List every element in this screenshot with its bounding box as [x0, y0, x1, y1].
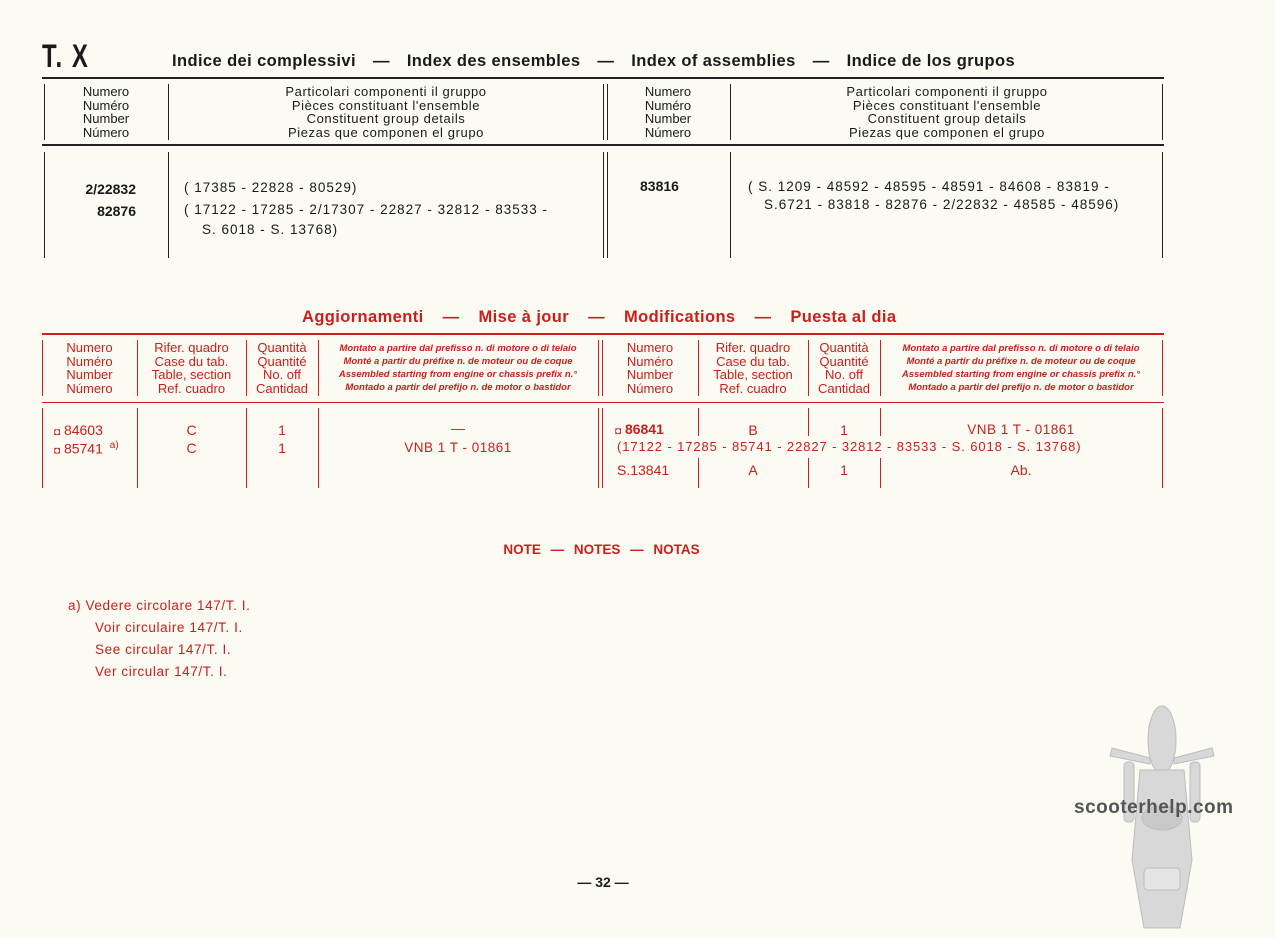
- watermark-text: scooterhelp.com: [1074, 797, 1234, 818]
- header-line: Pièces constituant l'ensemble: [291, 97, 481, 113]
- mod-divider: [602, 408, 603, 488]
- header-line: Montado a partir del prefijo n. de motor o bastidor: [345, 382, 571, 393]
- index-number: 82876: [97, 203, 136, 219]
- mod-row: [615, 421, 664, 437]
- header-line: Ref. cuadro: [719, 380, 787, 396]
- mod-ref: B: [748, 422, 758, 438]
- header-line: Rifer. quadro: [715, 340, 791, 355]
- index-title: [172, 52, 1015, 71]
- index-title-fr: Index des ensembles: [406, 52, 581, 70]
- mod-row: [54, 440, 119, 457]
- index-left-numbers: [46, 178, 136, 222]
- index-detail-line: ( S. 1209 - 48592 - 48595 - 48591 - 84608 - 83819 -: [748, 179, 1110, 194]
- header-line: Numéro: [626, 353, 674, 369]
- header-line: Numero: [66, 340, 113, 355]
- index-header-details-left: [170, 85, 602, 139]
- index-title-it: Indice dei complessivi: [172, 52, 356, 70]
- index-divider: [730, 152, 731, 258]
- mod-title-sep2: —: [588, 308, 605, 326]
- header-line: Particolari componenti il gruppo: [846, 84, 1048, 99]
- index-divider: [603, 84, 604, 140]
- mod-header-qty-right: [809, 341, 879, 395]
- index-top-rule: [42, 77, 1164, 79]
- header-line: Ref. cuadro: [157, 380, 226, 396]
- mod-header-number-right: [603, 341, 697, 395]
- mod-mounted: VNB 1 T - 01861: [967, 422, 1075, 437]
- header-line: Case du tab.: [154, 353, 229, 369]
- mod-header-number-left: [43, 341, 136, 395]
- header-line: Quantité: [819, 353, 869, 369]
- header-line: Piezas que componen el grupo: [287, 124, 485, 140]
- index-header-number-left: [46, 85, 166, 139]
- index-title-en: Index of assemblies: [631, 52, 796, 70]
- index-divider: [168, 152, 169, 258]
- index-divider: [603, 152, 604, 258]
- notes-list: [68, 595, 251, 683]
- header-line: Número: [644, 124, 692, 140]
- mod-header-qty-left: [247, 341, 317, 395]
- header-line: Assembled starting from engine or chassis prefix n.°: [901, 369, 1141, 380]
- mod-title-sep1: —: [442, 308, 460, 326]
- header-line: Assembled starting from engine or chassis prefix n.°: [338, 369, 578, 380]
- index-header-number-right: [608, 85, 728, 139]
- new-part-marker-icon: ◘: [54, 427, 61, 438]
- header-line: Montato a partire dal prefisso n. di motore o di telaio: [339, 343, 577, 354]
- mod-mounted: VNB 1 T - 01861: [404, 440, 512, 455]
- index-detail-line: ( 17122 - 17285 - 2/17307 - 22827 - 32812 - 83533 -: [184, 202, 548, 217]
- notes-title: NOTE — NOTES — NOTAS: [503, 542, 700, 557]
- index-detail-line: ( 17385 - 22828 - 80529): [184, 180, 358, 195]
- header-line: Number: [82, 111, 130, 126]
- header-line: Numero: [626, 340, 674, 355]
- index-number: 2/22832: [85, 181, 136, 197]
- mod-mounted: —: [451, 420, 465, 436]
- header-line: Montado a partir del prefijo n. de motor o bastidor: [908, 382, 1134, 393]
- mod-qty: 1: [840, 422, 848, 438]
- mod-number: 85741: [63, 440, 103, 457]
- header-line: Case du tab.: [716, 353, 790, 369]
- index-header-rule: [42, 144, 1164, 146]
- header-line: Particolari componenti il gruppo: [285, 84, 487, 99]
- header-line: Numero: [82, 84, 130, 99]
- mod-qty: 1: [278, 422, 286, 438]
- mod-title-sep3: —: [754, 308, 772, 326]
- mod-divider: [1162, 340, 1163, 396]
- header-line: Number: [626, 367, 674, 382]
- mod-divider: [42, 408, 43, 488]
- header-line: Constituent group details: [867, 111, 1027, 126]
- note-line: a) Vedere circolare 147/T. I.: [68, 598, 251, 613]
- header-line: Number: [644, 111, 692, 126]
- header-line: Piezas que componen el grupo: [848, 124, 1046, 140]
- mod-ref: A: [748, 462, 758, 478]
- header-line: No. off: [824, 367, 864, 382]
- mod-number: 84603: [63, 422, 103, 438]
- header-line: Número: [82, 124, 130, 140]
- index-title-sep3: —: [812, 52, 830, 70]
- note-line: See circular 147/T. I.: [95, 642, 232, 657]
- mod-header-rule: [42, 402, 1164, 403]
- mod-number: 86841: [624, 421, 664, 437]
- index-right-details: [748, 178, 1119, 214]
- mod-qty: 1: [278, 440, 286, 456]
- index-left-details: [184, 178, 548, 240]
- header-line: Numéro: [82, 97, 130, 113]
- index-divider: [607, 152, 608, 258]
- index-divider: [44, 152, 45, 258]
- index-detail-line: S.6721 - 83818 - 82876 - 2/22832 - 48585 - 48596): [764, 197, 1120, 212]
- section-code: T. X: [42, 38, 90, 74]
- header-line: Monté a partir du préfixe n. de moteur ou de coque: [343, 356, 573, 367]
- mod-title-es: Puesta al dia: [790, 308, 897, 326]
- header-line: No. off: [262, 367, 302, 382]
- index-detail-line: S. 6018 - S. 13768): [202, 222, 339, 237]
- mod-title: [302, 308, 896, 327]
- header-line: Table, section: [713, 367, 793, 382]
- index-divider: [168, 84, 169, 140]
- header-line: Cantidad: [817, 380, 871, 396]
- mod-top-rule: [42, 333, 1164, 335]
- header-line: Número: [626, 380, 674, 396]
- header-line: Quantité: [257, 353, 307, 369]
- index-title-sep2: —: [597, 52, 615, 70]
- mod-qty: 1: [840, 462, 848, 478]
- index-divider: [1162, 84, 1163, 140]
- mod-title-en: Modifications: [623, 308, 736, 326]
- note-ref: a): [109, 440, 119, 451]
- page-number: — 32 —: [577, 874, 629, 890]
- header-line: Cantidad: [255, 380, 309, 396]
- header-line: Numéro: [66, 353, 113, 369]
- header-line: Pièces constituant l'ensemble: [852, 97, 1042, 113]
- mod-header-mounted-left: [319, 342, 597, 394]
- mod-header-ref-left: [138, 341, 245, 395]
- header-line: Rifer. quadro: [154, 340, 229, 355]
- index-divider: [1162, 152, 1163, 258]
- header-line: Table, section: [151, 367, 232, 382]
- mod-divider: [598, 408, 599, 488]
- mod-title-it: Aggiornamenti: [302, 308, 424, 326]
- index-right-number: 83816: [640, 178, 679, 194]
- index-divider: [44, 84, 45, 140]
- header-line: Monté a partir du préfixe n. de moteur ou de coque: [906, 356, 1136, 367]
- header-line: Number: [66, 367, 113, 382]
- note-line: Ver circular 147/T. I.: [95, 664, 228, 679]
- header-line: Numéro: [644, 97, 692, 113]
- mod-divider: [598, 340, 599, 396]
- mod-number: S.13841: [617, 462, 670, 478]
- header-line: Quantità: [819, 340, 869, 355]
- mod-header-ref-right: [699, 341, 807, 395]
- header-line: Número: [66, 380, 113, 396]
- index-title-sep1: —: [372, 52, 390, 70]
- mod-row: [54, 422, 103, 438]
- new-part-marker-icon: ◘: [615, 426, 622, 437]
- mod-ref: C: [186, 422, 197, 438]
- header-line: Montato a partire dal prefisso n. di motore o di telaio: [902, 343, 1140, 354]
- mod-ref: C: [186, 440, 197, 456]
- header-line: Numero: [644, 84, 692, 99]
- mod-mounted: Ab.: [1010, 462, 1032, 478]
- mod-divider: [1162, 408, 1163, 488]
- index-title-es: Indice de los grupos: [846, 52, 1016, 70]
- new-part-marker-icon: ◘: [54, 445, 61, 457]
- mod-header-mounted-right: [881, 342, 1161, 394]
- index-divider: [730, 84, 731, 140]
- index-header-details-right: [732, 85, 1162, 139]
- mod-details: (17122 - 17285 - 85741 - 22827 - 32812 - 83533 - S. 6018 - S. 13768): [617, 439, 1157, 454]
- mod-title-fr: Mise à jour: [478, 308, 570, 326]
- note-line: Voir circulaire 147/T. I.: [95, 620, 243, 635]
- header-line: Constituent group details: [306, 111, 466, 126]
- header-line: Quantità: [257, 340, 307, 355]
